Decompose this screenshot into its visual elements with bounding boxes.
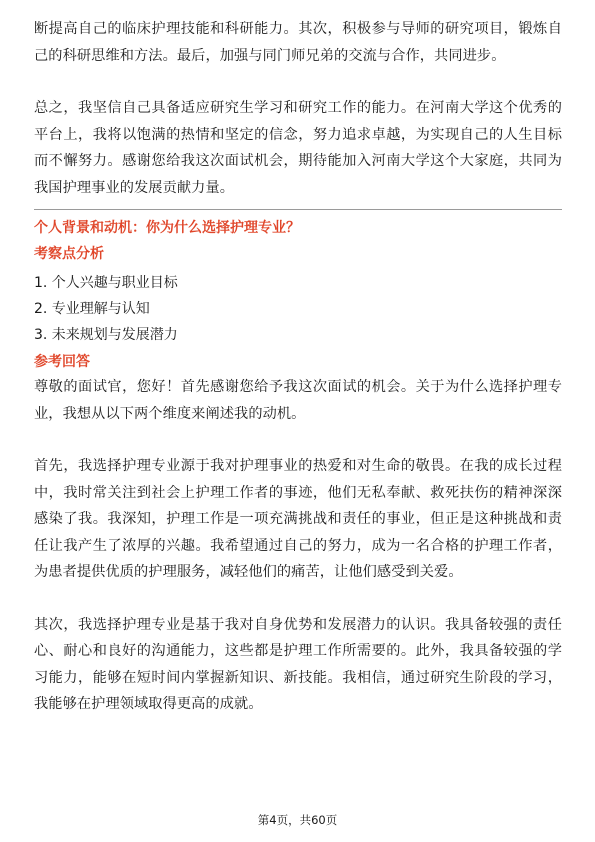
answer-paragraph: 首先，我选择护理专业源于我对护理事业的热爱和对生命的敬畏。在我的成长过程中，我时常关注到社会上护理工作者的事迹，他们无私奉献、救死扶伤的精神深深感染了我。我深知，护理工作是一项充满挑战和责任的事业，但正是这种挑战和责任让我产生了浓厚的兴趣。我希望通过自己的努力，成为一名合格的护理工作者，为患者提供优质的护理服务，减轻他们的痛苦，让他们感受到关爱。 <box>34 458 562 580</box>
conclusion-paragraph: 总之，我坚信自己具备适应研究生学习和研究工作的能力。在河南大学这个优秀的平台上，我将以饱满的热情和坚定的信念，努力追求卓越，为实现自己的人生目标而不懈努力。感谢您给我这次面试机会，期待能加入河南大学这个大家庭，共同为我国护理事业的发展贡献力量。 <box>34 100 562 196</box>
answer-paragraph: 其次，我选择护理专业是基于我对自身优势和发展潜力的认识。我具备较强的责任心、耐心和良好的沟通能力，这些都是护理工作所需要的。此外，我具备较强的学习能力，能够在短时间内掌握新知识、新技能。我相信，通过研究生阶段的学习，我能够在护理领域取得更高的成就。 <box>34 616 562 712</box>
document-page <box>34 16 562 718</box>
page-number-footer: 第4页，共60页 <box>257 813 338 827</box>
answer-heading: 参考回答 <box>34 354 90 370</box>
paragraph-gap <box>34 69 562 95</box>
paragraph-gap <box>34 427 562 453</box>
answer-paragraph: 尊敬的面试官，您好！首先感谢您给予我这次面试的机会。关于为什么选择护理专业，我想从以下两个维度来阐述我的动机。 <box>34 379 562 422</box>
paragraph-gap <box>34 586 562 612</box>
interview-question: 个人背景和动机：你为什么选择护理专业？ <box>34 220 300 236</box>
section-gap <box>34 201 562 209</box>
section-divider <box>34 209 562 210</box>
analysis-heading: 考察点分析 <box>34 246 104 262</box>
analysis-point: 3. 未来规划与发展潜力 <box>34 327 178 343</box>
analysis-points <box>34 270 562 348</box>
analysis-point: 2. 专业理解与认知 <box>34 301 150 317</box>
intro-paragraph: 断提高自己的临床护理技能和科研能力。其次，积极参与导师的研究项目，锻炼自己的科研思维和方法。最后，加强与同门师兄弟的交流与合作，共同进步。 <box>34 21 562 64</box>
analysis-point: 1. 个人兴趣与职业目标 <box>34 275 178 291</box>
